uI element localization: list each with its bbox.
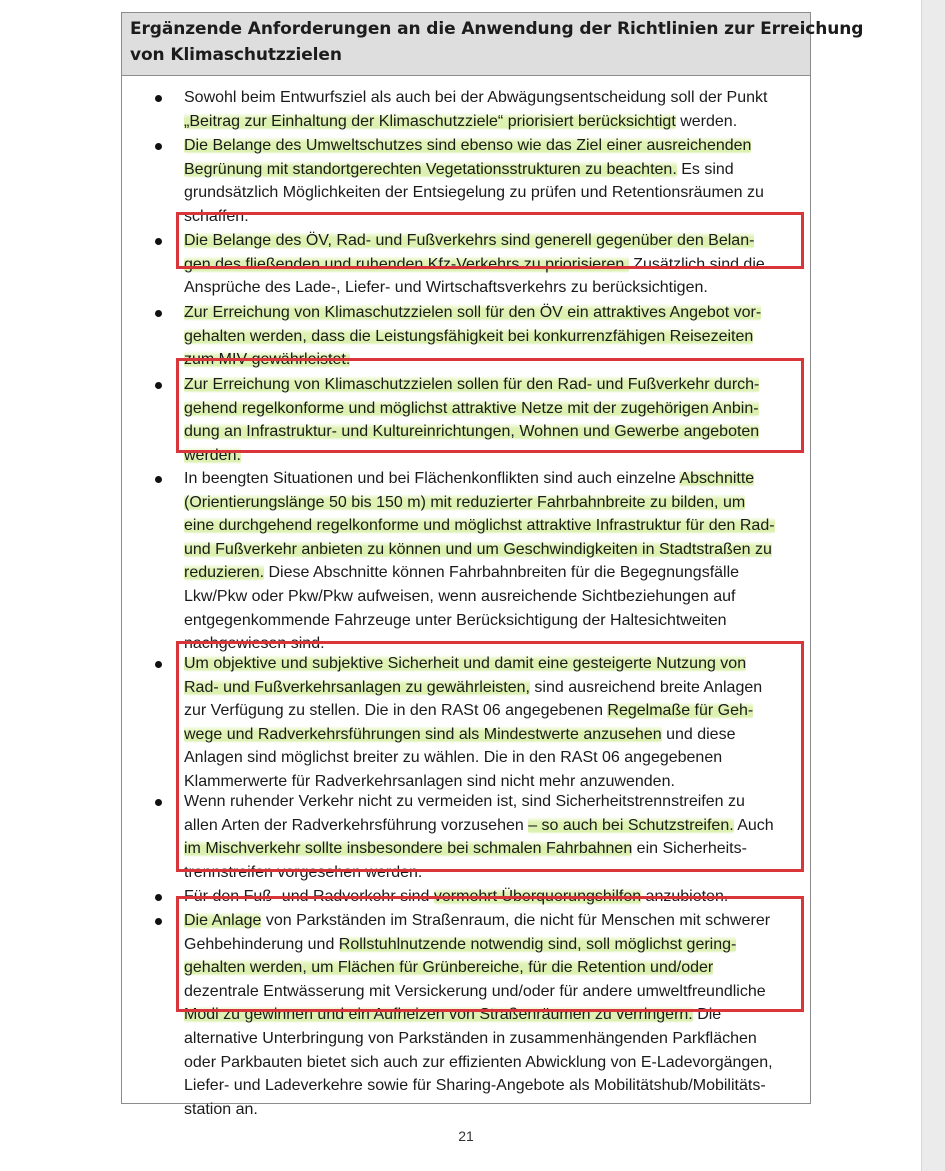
text-segment: Wenn ruhender Verkehr nicht zu vermeiden ist, sind Sicherheitstrennstreifen zu (184, 793, 745, 810)
annotation-box (176, 641, 804, 872)
text-segment: oder Parkbauten bietet sich auch zur effizienten Abwicklung von E-Ladevorgängen, (184, 1053, 773, 1071)
highlighted-text: Zur Erreichung von Klimaschutzzielen sollen für den Rad- und Fußverkehr durch- (184, 376, 760, 393)
box-title (130, 16, 864, 68)
highlighted-text: im Mischverkehr sollte insbesondere bei schmalen Fahrbahnen (184, 840, 633, 858)
text-segment: station an. (184, 1100, 258, 1118)
list-item-line (184, 538, 810, 562)
list-item-line (184, 86, 810, 110)
text-segment: Die (692, 1006, 722, 1024)
highlighted-text: zum MIV gewährleistet. (184, 351, 351, 369)
highlighted-text: und Fußverkehr anbieten zu können und um Geschwindigkeiten in Stadtstraßen zu (184, 540, 772, 558)
highlighted-text: Die Anlage (184, 912, 262, 929)
text-segment: grundsätzlich Möglichkeiten der Entsiegelung zu prüfen und Retentionsräumen zu (184, 184, 764, 202)
text-segment: und diese (661, 725, 736, 743)
text-segment: Für den Fuß- und Radverkehr sind (184, 888, 434, 905)
list-item-line (184, 181, 810, 205)
list-item-line (184, 1051, 810, 1075)
list-item-line (184, 276, 810, 300)
highlighted-text: Modi zu gewinnen und ein Aufheizen von Straßenräumen zu verringern. (184, 1006, 693, 1024)
text-segment: von Parkständen im Straßenraum, die nicht für Menschen mit schwerer (261, 912, 771, 929)
bullet-icon (155, 918, 162, 925)
list-item-line (184, 134, 810, 158)
text-segment: Auch (733, 816, 774, 834)
highlighted-text: werden. (184, 446, 241, 464)
highlighted-text: Rollstuhlnutzende notwendig sind, soll möglichst gering- (338, 935, 737, 953)
list-item-line (184, 158, 810, 182)
text-segment: allen Arten der Radverkehrsführung vorzusehen (184, 816, 529, 834)
box-header (122, 13, 864, 76)
highlighted-text: vermehrt Überquerungshilfen (433, 888, 642, 905)
list-item-line (184, 585, 810, 609)
list-item-line (184, 467, 810, 491)
text-segment: Zusätzlich sind die (628, 255, 765, 273)
list-item-line (184, 609, 810, 633)
bullet-icon (155, 894, 162, 901)
list-item-line (184, 325, 810, 349)
annotation-box (176, 896, 804, 1012)
bullet-icon (155, 143, 162, 150)
text-segment: ein Sicherheits- (632, 840, 747, 858)
text-segment: anzubieten. (641, 888, 729, 905)
highlighted-text: Regelmaße für Geh- (607, 702, 754, 720)
box-title-line: Ergänzende Anforderungen an die Anwendung der Richtlinien zur Erreichung (130, 19, 864, 39)
text-segment: schaffen. (184, 207, 249, 225)
highlighted-text: gehalten werden, um Flächen für Grünbereiche, für die Retention und/oder (184, 959, 714, 977)
text-segment: Liefer- und Ladeverkehre sowie für Sharing-Angebote als Mobilitätshub/Mobilitäts- (184, 1077, 766, 1095)
text-segment: sind ausreichend breite Anlagen (529, 678, 763, 696)
text-segment: nachgewiesen sind. (184, 635, 325, 653)
bullet-icon (155, 799, 162, 806)
highlighted-text: Begrünung mit standortgerechten Vegetationsstrukturen zu beachten. (184, 160, 677, 178)
page-number: 21 (458, 1128, 474, 1144)
highlighted-text: dung an Infrastruktur- und Kultureinrichtungen, Wohnen und Gewerbe angeboten (184, 423, 760, 441)
text-segment: Sowohl beim Entwurfsziel als auch bei der Abwägungsentscheidung soll der Punkt (184, 89, 768, 106)
highlighted-text: Abschnitte (679, 470, 755, 487)
list-item (184, 86, 810, 133)
list-item-line (184, 1098, 810, 1122)
text-segment: dezentrale Entwässerung mit Versickerung und/oder für andere umweltfreundliche (184, 982, 766, 1000)
highlighted-text: reduzieren. (184, 564, 265, 582)
text-segment: Klammerwerte für Radverkehrsanlagen sind nicht mehr anzuwenden. (184, 772, 675, 790)
text-segment: alternative Unterbringung von Parkständen in zusammenhängenden Parkflächen (184, 1029, 757, 1047)
text-segment: In beengten Situationen und bei Flächenkonflikten sind auch einzelne (184, 470, 680, 487)
bullet-icon (155, 382, 162, 389)
bullet-icon (155, 95, 162, 102)
highlighted-text: „Beitrag zur Einhaltung der Klimaschutzziele“ priorisiert berücksichtigt (184, 112, 676, 130)
bullet-icon (155, 310, 162, 317)
text-segment: zur Verfügung zu stellen. Die in den RASt 06 angegebenen (184, 702, 608, 720)
requirements-box (121, 12, 864, 1118)
highlighted-text: Zur Erreichung von Klimaschutzzielen soll für den ÖV ein attraktives Angebot vor- (184, 304, 762, 321)
text-segment: Anlagen sind möglichst breiter zu wählen. Die in den RASt 06 angegebenen (184, 749, 723, 767)
list-item-line (184, 110, 810, 134)
highlighted-text: – so auch bei Schutzstreifen. (528, 816, 734, 834)
text-segment: entgegenkommende Fahrzeuge unter Berücksichtigung der Haltesichtweiten (184, 611, 727, 629)
bullet-icon (155, 661, 162, 668)
bullet-icon (155, 238, 162, 245)
list-item-line (184, 1074, 810, 1098)
text-segment: werden. (675, 112, 738, 130)
highlighted-text: Die Belange des Umweltschutzes sind ebenso wie das Ziel einer ausreichenden (184, 137, 752, 154)
list-item-line (184, 491, 810, 515)
bullet-icon (155, 476, 162, 483)
highlighted-text: Um objektive und subjektive Sicherheit und damit eine gesteigerte Nutzung von (184, 655, 747, 672)
annotation-box (176, 212, 804, 269)
annotation-box (176, 358, 804, 453)
text-segment: Lkw/Pkw oder Pkw/Pkw aufweisen, wenn ausreichende Sichtbeziehungen auf (184, 587, 736, 605)
highlighted-text: Rad- und Fußverkehrsanlagen zu gewährleisten, (184, 678, 530, 696)
text-segment: trennstreifen vorgesehen werden. (184, 863, 423, 881)
text-segment: Gehbehinderung und (184, 935, 339, 953)
text-segment: Diese Abschnitte können Fahrbahnbreiten für die Begegnungsfälle (264, 564, 740, 582)
list-item-line (184, 561, 810, 585)
highlighted-text: gehend regelkonforme und möglichst attraktive Netze mit der zugehörigen Anbin- (184, 399, 759, 417)
highlighted-text: (Orientierungslänge 50 bis 150 m) mit reduzierter Fahrbahnbreite zu bilden, um (184, 493, 746, 511)
list-item (184, 467, 810, 656)
highlighted-text: gehalten werden, dass die Leistungsfähigkeit bei konkurrenzfähigen Reisezeiten (184, 327, 754, 345)
box-title-line: von Klimaschutzzielen (130, 45, 342, 65)
text-segment: Es sind (676, 160, 734, 178)
text-segment: Ansprüche des Lade-, Liefer- und Wirtschaftsverkehrs zu berücksichtigen. (184, 279, 708, 297)
highlighted-text: eine durchgehend regelkonforme und möglichst attraktive Infrastruktur für den Rad- (184, 517, 775, 535)
list-item-line (184, 301, 810, 325)
highlighted-text: Die Belange des ÖV, Rad- und Fußverkehrs sind generell gegenüber den Belan- (184, 232, 755, 249)
list-item-line (184, 1027, 810, 1051)
highlighted-text: wege und Radverkehrsführungen sind als Mindestwerte anzusehen (184, 725, 662, 743)
highlighted-text: gen des fließenden und ruhenden Kfz-Verkehrs zu priorisieren. (184, 255, 629, 273)
list-item-line (184, 514, 810, 538)
